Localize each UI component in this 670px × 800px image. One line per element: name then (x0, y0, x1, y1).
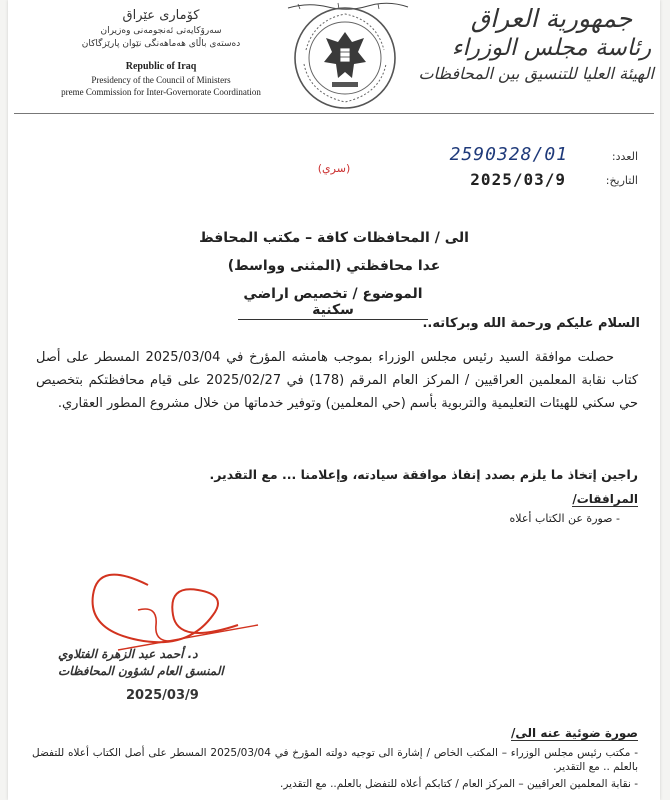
number-label: العدد: (611, 150, 638, 163)
emblem-seal-icon (290, 2, 400, 110)
document-page (8, 0, 660, 800)
greeting: السلام عليكم ورحمة الله وبركاته.. (422, 316, 640, 331)
signatory-name: د. أحمد عبد الزهرة الفتلاوي (58, 647, 198, 661)
letterhead-divider (14, 113, 654, 114)
letterhead-arabic-country: جمهورية العراق (470, 4, 633, 33)
request-line: راجين إتخاذ ما يلزم بصدد إنفاذ موافقة سيادته، وإعلامنا ... مع التقدير. (209, 467, 638, 482)
letterhead-right (418, 4, 654, 86)
attachment-item: - صورة عن الكتاب أعلاه (509, 512, 620, 525)
addressee-line: الى / المحافظات كافة – مكتب المحافظ (199, 230, 469, 246)
signature-date: 2025/03/9 (126, 688, 199, 703)
letterhead-left (36, 8, 286, 97)
cc-label: صورة ضوئية عنه الى/ (511, 726, 638, 740)
document-number: 2590328/01 (449, 144, 568, 165)
letterhead-english-presidency: Presidency of the Council of Ministers (91, 75, 231, 85)
letterhead-kurdish-presidency: سەرۆکایەتی ئەنجومەنی وەزیران (100, 26, 222, 36)
letterhead-arabic-commission: الهيئة العليا للتنسيق بين المحافظات (418, 64, 654, 83)
cc-item: - نقابة المعلمين العراقيين – المركز العام / كتابكم أعلاه للتفضل بالعلم.. مع التقدير. (280, 778, 638, 790)
subject-line: الموضوع / تخصيص اراضي سكنية (238, 286, 428, 320)
letterhead-kurdish-country: کۆماری عێراق (122, 8, 200, 23)
document-date: 2025/03/9 (470, 170, 566, 189)
letterhead-arabic-presidency: رئاسة مجلس الوزراء (451, 35, 652, 61)
classification-badge: (سري) (317, 162, 351, 175)
signatory-title: المنسق العام لشؤون المحافظات (58, 664, 224, 678)
date-label: التاريخ: (605, 174, 638, 187)
cc-item: - مكتب رئيس مجلس الوزراء – المكتب الخاص / إشارة الى توجيه دولته المؤرخ في 2025/03/04 المسطر على أصل الكتاب أعلاه للتفضل بالعلم .. مع التقدير. (32, 747, 639, 773)
body-paragraph: حصلت موافقة السيد رئيس مجلس الوزراء بموجب هامشه المؤرخ في 2025/03/04 المسطر على أصل كتاب نقابة المعلمين العراقيين / المركز العام المرقم (178) في 2025/02/27 على قيام محافظتكم بتخصيص حي سكني للهيئات التعليمية والتربوية بأسم (حي المعلمين) وتوفير خدماتها من خلال مشروع المطور العقاري. (36, 350, 639, 411)
letterhead-english-country: Republic of Iraq (125, 61, 197, 72)
addressee-exception: عدا محافظتي (المثنى وواسط) (227, 258, 441, 274)
letterhead-kurdish-commission: دەستەی باڵای هەماهەنگی نێوان پارێزگاکان (81, 39, 241, 49)
attachments-label: المرافقات/ (572, 492, 638, 506)
letterhead-english-commission: preme Commission for Inter-Governorate Coordination (61, 87, 261, 97)
